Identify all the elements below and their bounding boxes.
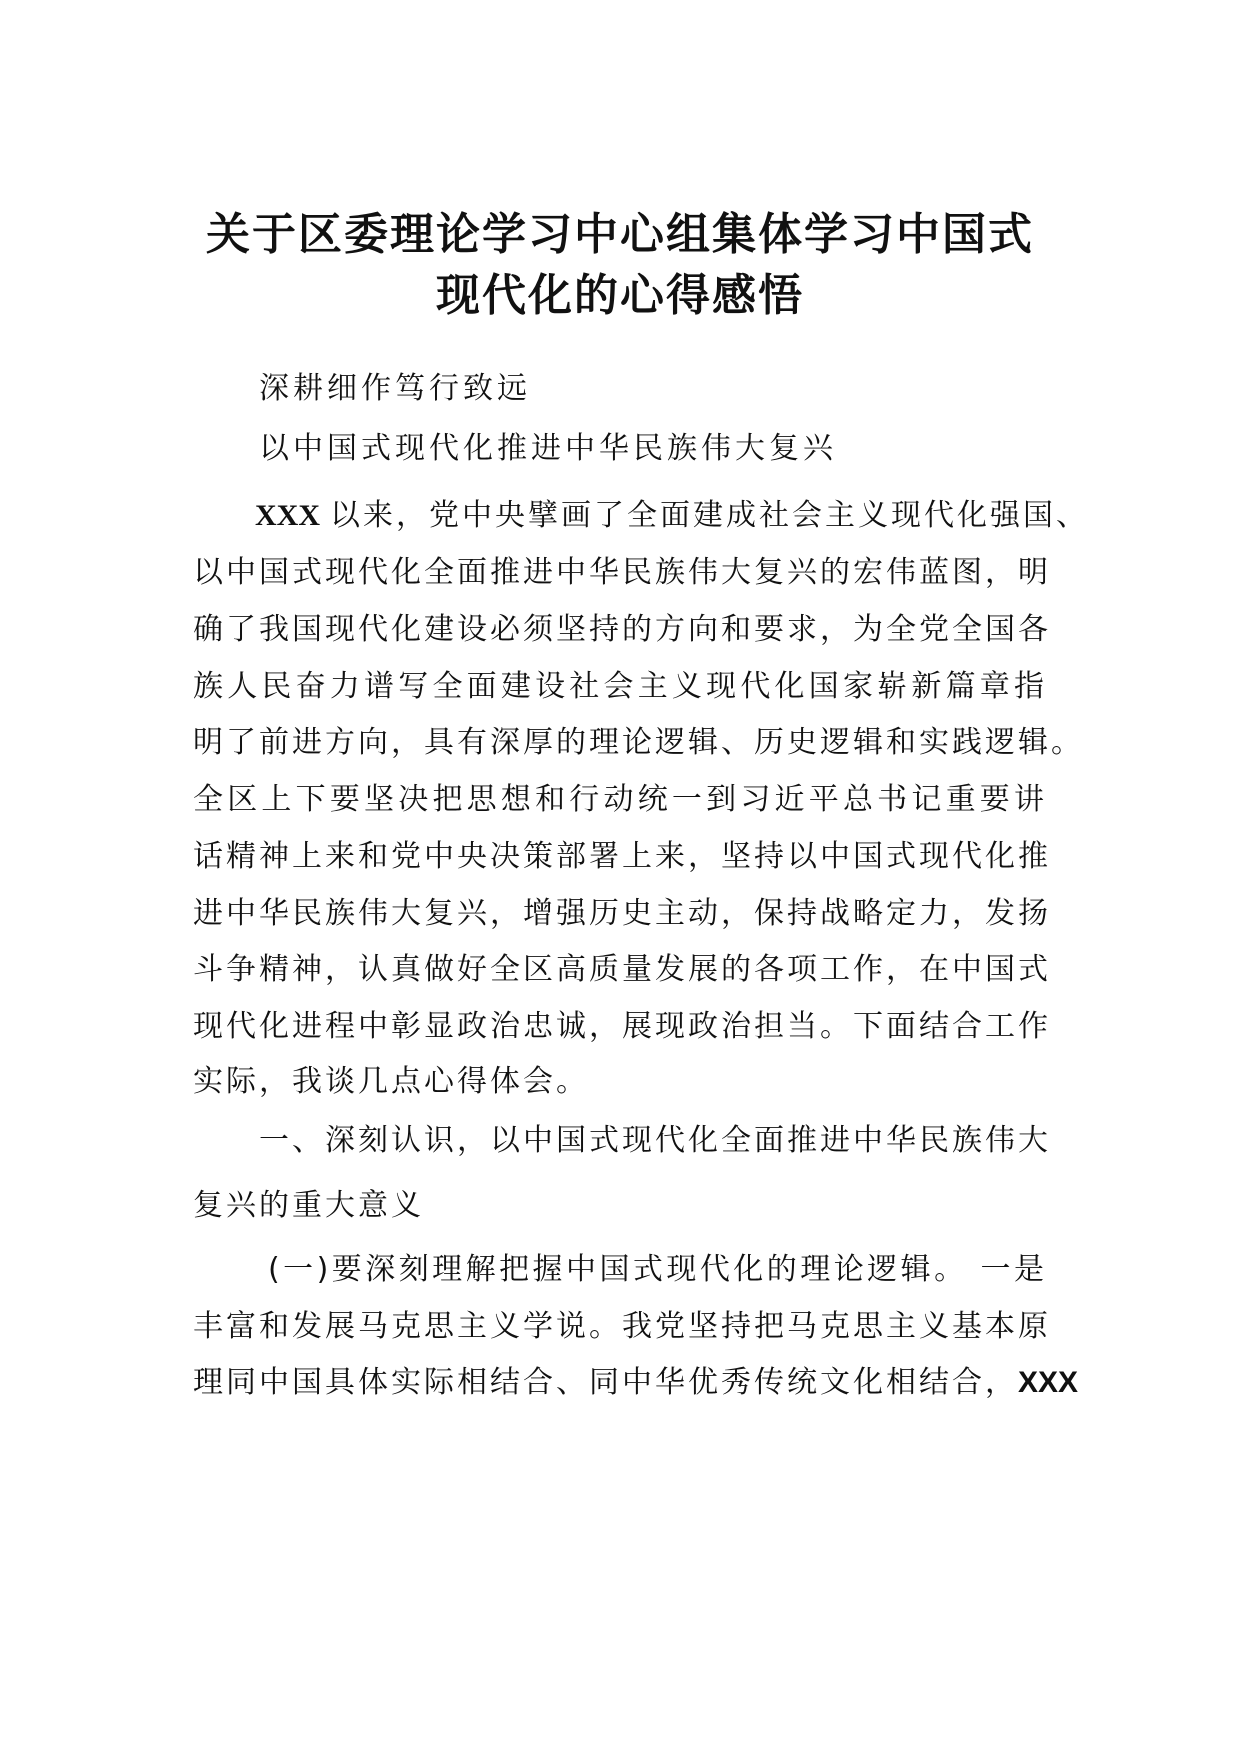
body-line: 斗争精神，认真做好全区高质量发展的各项工作，在中国式 (193, 952, 1051, 987)
body-line: 丰富和发展马克思主义学说。我党坚持把马克思主义基本原 (193, 1309, 1051, 1344)
subtitle-2: 以中国式现代化推进中华民族伟大复兴 (259, 431, 837, 466)
body-line: 族人民奋力谱写全面建设社会主义现代化国家崭新篇章指 (193, 669, 1047, 704)
body-line: 进中华民族伟大复兴，增强历史主动，保持战略定力，发扬 (193, 896, 1051, 931)
body-line (255, 494, 1089, 538)
subsection-line: (一)要深刻理解把握中国式现代化的理论逻辑。 一是 (268, 1252, 1047, 1287)
body-line: 现代化进程中彰显政治忠诚，展现政治担当。下面结合工作 (193, 1009, 1051, 1044)
body-line (193, 1361, 1079, 1405)
document-title-line-2: 现代化的心得感悟 (436, 270, 804, 321)
body-text: 以来，党中央擘画了全面建成社会主义现代化强国、 (330, 498, 1089, 533)
section-heading-line: 复兴的重大意义 (193, 1188, 424, 1223)
body-line: 实际，我谈几点心得体会。 (193, 1064, 589, 1099)
body-line: 话精神上来和党中央决策部署上来，坚持以中国式现代化推 (193, 839, 1051, 874)
body-line: 以中国式现代化全面推进中华民族伟大复兴的宏伟蓝图，明 (193, 555, 1051, 590)
bold-placeholder: XXX (255, 499, 320, 532)
body-line: 明了前进方向，具有深厚的理论逻辑、历史逻辑和实践逻辑。 (193, 725, 1084, 760)
subtitle-1: 深耕细作笃行致远 (259, 371, 531, 406)
body-line: 全区上下要坚决把思想和行动统一到习近平总书记重要讲 (193, 782, 1047, 817)
body-line: 确了我国现代化建设必须坚持的方向和要求，为全党全国各 (193, 612, 1051, 647)
document-title-line-1: 关于区委理论学习中心组集体学习中国式 (206, 209, 1034, 260)
bold-placeholder: XXX (1018, 1366, 1079, 1399)
body-text: 理同中国具体实际相结合、同中华优秀传统文化相结合， (193, 1365, 1018, 1400)
section-heading-line: 一、深刻认识，以中国式现代化全面推进中华民族伟大 (259, 1123, 1051, 1158)
